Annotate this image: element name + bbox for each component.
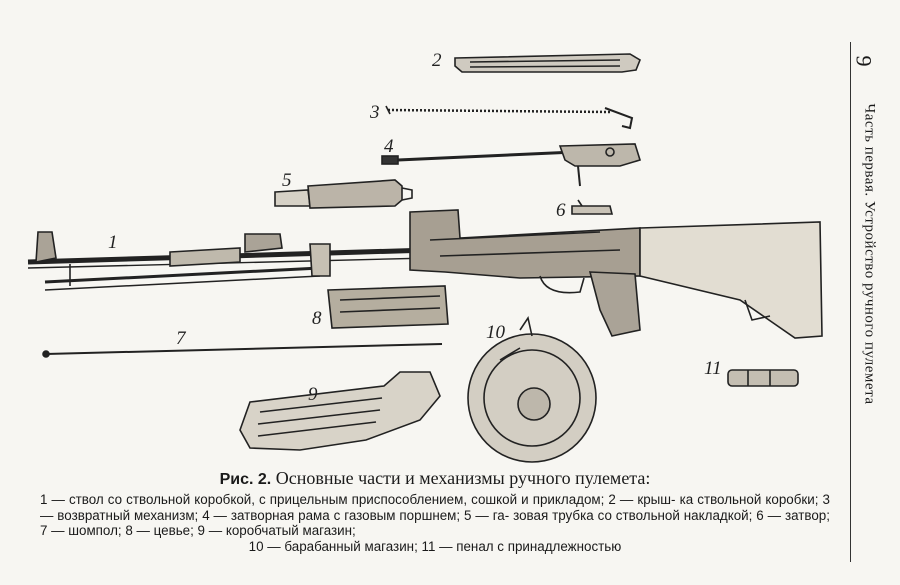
part-3-recoil-spring: [386, 106, 632, 128]
part-label-1: 1: [108, 232, 118, 253]
part-11-accessory-case: [728, 370, 798, 386]
caption-prefix: Рис. 2.: [219, 471, 272, 488]
part-7-cleaning-rod: [43, 344, 442, 357]
caption-title: Основные части и механизмы ручного пулемета:: [275, 468, 651, 488]
part-5-gas-tube: [275, 180, 412, 208]
part-2-receiver-cover: [455, 54, 640, 72]
part-label-8: 8: [312, 308, 322, 329]
legend-line: ка ствольной коробки; 3 — возвратный механизм; 4 — затворная рама с газовым поршнем; 5 — га-: [40, 492, 830, 523]
part-label-7: 7: [176, 328, 186, 349]
part-label-9: 9: [308, 384, 318, 405]
margin-rule: [850, 42, 851, 562]
part-label-3: 3: [370, 102, 380, 123]
part-label-6: 6: [556, 200, 566, 221]
page-number: 9: [851, 55, 877, 67]
part-6-bolt: [572, 200, 612, 214]
part-label-11: 11: [704, 358, 722, 379]
part-label-4: 4: [384, 136, 394, 157]
part-label-5: 5: [282, 170, 292, 191]
part-9-box-magazine: [240, 372, 440, 450]
running-head: Часть первая. Устройство ручного пулемета: [861, 103, 878, 405]
caption-legend: [40, 492, 830, 554]
part-4-bolt-carrier: [382, 144, 640, 186]
part-8-forend: [328, 286, 448, 328]
part-label-2: 2: [432, 50, 442, 71]
figure-caption: [40, 468, 830, 554]
legend-line: зовая трубка со ствольной накладкой; 6 — затвор; 7 — шомпол; 8 — цевье; 9 — коробчатый магазин;: [40, 507, 830, 538]
legend-line: 1 — ствол со ствольной коробкой, с прицельным приспособлением, сошкой и прикладом; 2 — крыш-: [40, 492, 676, 507]
page-margin: [851, 50, 894, 570]
caption-title-line: [40, 468, 830, 489]
part-label-10: 10: [486, 322, 505, 343]
legend-line: 10 — барабанный магазин; 11 — пенал с принадлежностью: [248, 538, 622, 554]
